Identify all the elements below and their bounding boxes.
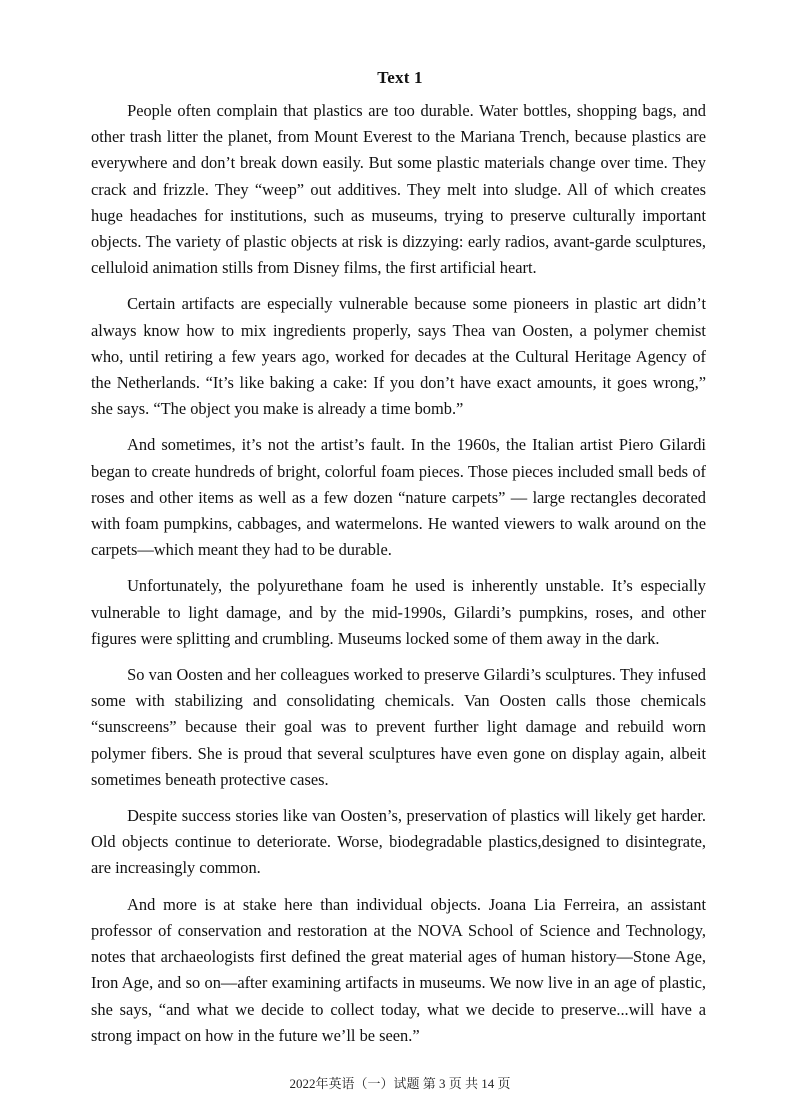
passage-body <box>91 98 706 1059</box>
page-footer: 2022年英语（一）试题 第 3 页 共 14 页 <box>289 1076 511 1091</box>
paragraph-4: Unfortunately, the polyurethane foam he used is inherently unstable. It’s especially vulnerable to light damage, and by the mid-1990s, Gilardi’s pumpkins, roses, and other figures were splitting and crumbling. Museums locked some of them away in the dark. <box>91 576 706 648</box>
text-title: Text 1 <box>377 68 423 87</box>
paragraph-6: Despite success stories like van Oosten’s, preservation of plastics will likely get harder. Old objects continue to deteriorate. Worse, biodegradable plastics,designed to disintegrate, are increasingly common. <box>91 806 706 878</box>
paragraph-2: Certain artifacts are especially vulnerable because some pioneers in plastic art didn’t always know how to mix ingredients properly, says Thea van Oosten, a polymer chemist who, until retiring a few years ago, worked for decades at the Cultural Heritage Agency of the Netherlands. “It’s like baking a cake: If you don’t have exact amounts, it goes wrong,” she says. “The object you make is already a time bomb.” <box>91 294 706 419</box>
paragraph-3: And sometimes, it’s not the artist’s fault. In the 1960s, the Italian artist Piero Gilardi began to create hundreds of bright, colorful foam pieces. Those pieces included small beds of roses and other items as well as a few dozen “nature carpets” — large rectangles decorated with foam pumpkins, cabbages, and watermelons. He wanted viewers to walk around on the carpets—which meant they had to be durable. <box>91 435 706 560</box>
paragraph-5: So van Oosten and her colleagues worked to preserve Gilardi’s sculptures. They infused some with stabilizing and consolidating chemicals. Van Oosten calls those chemicals “sunscreens” because their goal was to prevent further light damage and rebuild worn polymer fibers. She is proud that several sculptures have even gone on display again, albeit sometimes beneath protective cases. <box>91 665 706 789</box>
paragraph-7: And more is at stake here than individual objects. Joana Lia Ferreira, an assistant professor of conservation and restoration at the NOVA School of Science and Technology, notes that archaeologists first defined the great material ages of human history—Stone Age, Iron Age, and so on—after examining artifacts in museums. We now live in an age of plastic, she says, “and what we decide to collect today, what we decide to preserve...will have a strong impact on how in the future we’ll be seen.” <box>91 894 706 1045</box>
paragraph-1: People often complain that plastics are too durable. Water bottles, shopping bags, and other trash litter the planet, from Mount Everest to the Mariana Trench, because plastics are everywhere and don’t break down easily. But some plastic materials change over time. They crack and frizzle. They “weep” out additives. They melt into sludge. All of which creates huge headaches for institutions, such as museums, trying to preserve culturally important objects. The variety of plastic objects at risk is dizzying: early radios, avant-garde sculptures, celluloid animation stills from Disney films, the first artificial heart. <box>91 101 706 278</box>
